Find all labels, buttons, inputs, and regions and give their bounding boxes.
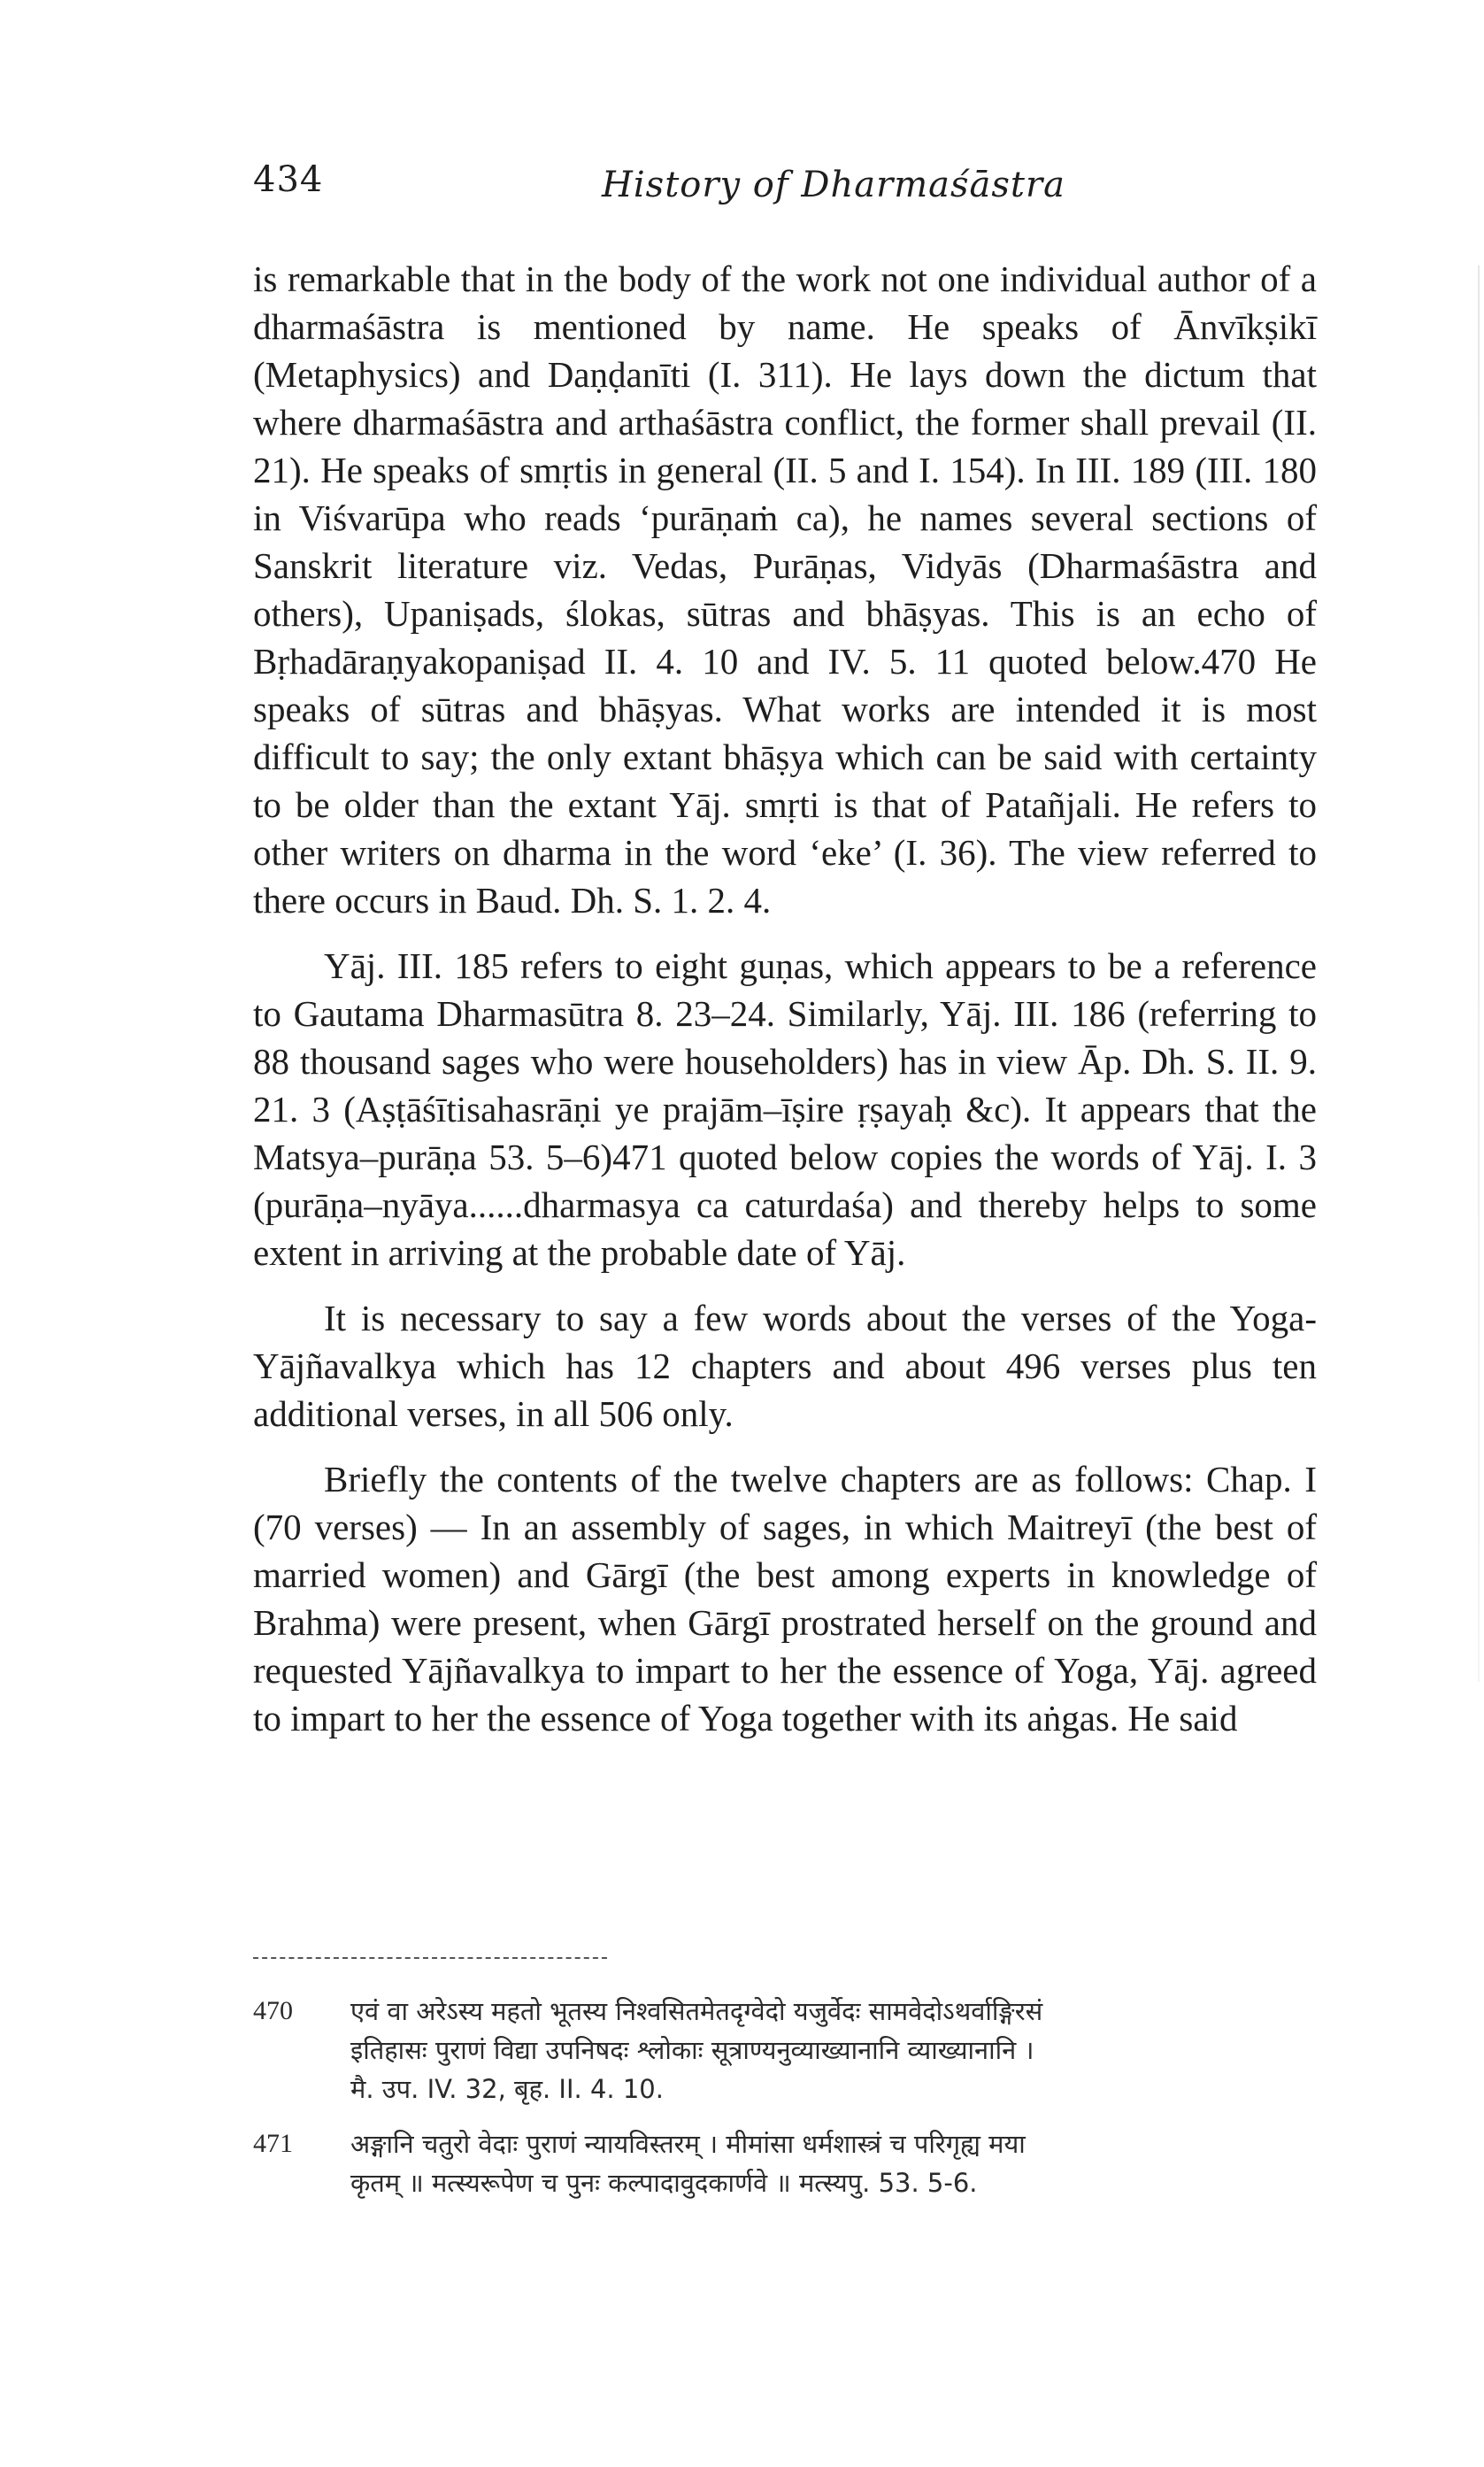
paragraph: Yāj. III. 185 refers to eight guṇas, which appears to be a reference to Gautama Dharmasūtra 8. 23–24. Similarly, Yāj. III. 186 (referring to 88 thousand sages who were householders) has in view Āp. Dh. S. II. 9. 21. 3 (Aṣṭāśītisahasrāṇi ye prajām–īṣire ṛṣayaḥ &c). It appears that the Matsya–purāṇa 53. 5–6)471 quoted below copies the words of Yāj. I. 3 (purāṇa–nyāya......dharmasya ca caturdaśa) and thereby helps to some extent in arriving at the probable date of Yāj. [253, 945, 1317, 1273]
scan-edge-line [1478, 266, 1480, 1682]
footnote [253, 2124, 1317, 2202]
body-text [253, 255, 1317, 1742]
footnote-number: 470 [253, 1996, 293, 2025]
footnote-divider [253, 1957, 607, 1962]
footnote-line: अङ्गानि चतुरो वेदाः पुराणं न्यायविस्तरम् । मीमांसा धर्मशास्त्रं च परिगृह्य मया [350, 2129, 1026, 2159]
footnote-text [350, 2124, 1317, 2202]
paragraph: Briefly the contents of the twelve chapters are as follows: Chap. I (70 verses) — In an assembly of sages, in which Maitreyī (the best of married women) and Gārgī (the best among experts in knowledge of Brahma) were present, when Gārgī prostrated herself on the ground and requested Yājñavalkya to impart to her the essence of Yoga, Yāj. agreed to impart to her the essence of Yoga together with its aṅgas. He said [253, 1459, 1317, 1738]
footnote-number: 471 [253, 2129, 293, 2158]
footnote [253, 1992, 1317, 2109]
paragraph: is remarkable that in the body of the work not one individual author of a dharmaśāstra is mentioned by name. He speaks of Ānvīkṣikī (Metaphysics) and Daṇḍanīti (I. 311). He lays down the dictum that where dharmaśāstra and arthaśāstra conflict, the former shall prevail (II. 21). He speaks of smṛtis in general (II. 5 and I. 154). In III. 189 (III. 180 in Viśvarūpa who reads ‘purāṇaṁ ca), he names several sections of Sanskrit literature viz. Vedas, Purāṇas, Vidyās (Dharmaśāstra and others), Upaniṣads, ślokas, sūtras and bhāṣyas. This is an echo of Bṛhadāraṇyakopaniṣad II. 4. 10 and IV. 5. 11 quoted below.470 He speaks of sūtras and bhāṣyas. What works are intended it is most difficult to say; the only extant bhāṣya which can be said with certainty to be older than the extant Yāj. smṛti is that of Patañjali. He refers to other writers on dharma in the word ‘eke’ (I. 36). The view referred to there occurs in Baud. Dh. S. 1. 2. 4. [253, 258, 1317, 921]
footnote-text [350, 1992, 1317, 2109]
footnotes [253, 1992, 1317, 2218]
footnote-line: इतिहासः पुराणं विद्या उपनिषदः श्लोकाः सूत्राण्यनुव्याख्यानानि व्याख्यानानि । [350, 2035, 1034, 2065]
running-title: History of Dharmaśāstra [602, 165, 1065, 205]
paragraph: It is necessary to say a few words about the verses of the Yoga-Yājñavalkya which has 12 chapters and about 496 verses plus ten additional verses, in all 506 only. [253, 1298, 1317, 1434]
page-number: 434 [253, 159, 324, 200]
footnote-line: मै. उप. IV. 32, बृह. II. 4. 10. [350, 2074, 664, 2104]
footnote-line: कृतम् ॥ मत्स्यरूपेण च पुनः कल्पादावुदकार्णवे ॥ मत्स्यपु. 53. 5-6. [350, 2168, 978, 2198]
footnote-line: एवं वा अरेऽस्य महतो भूतस्य निश्वसितमेतदृग्वेदो यजुर्वेदः सामवेदोऽथर्वाङ्गिरसं [350, 1996, 1043, 2026]
